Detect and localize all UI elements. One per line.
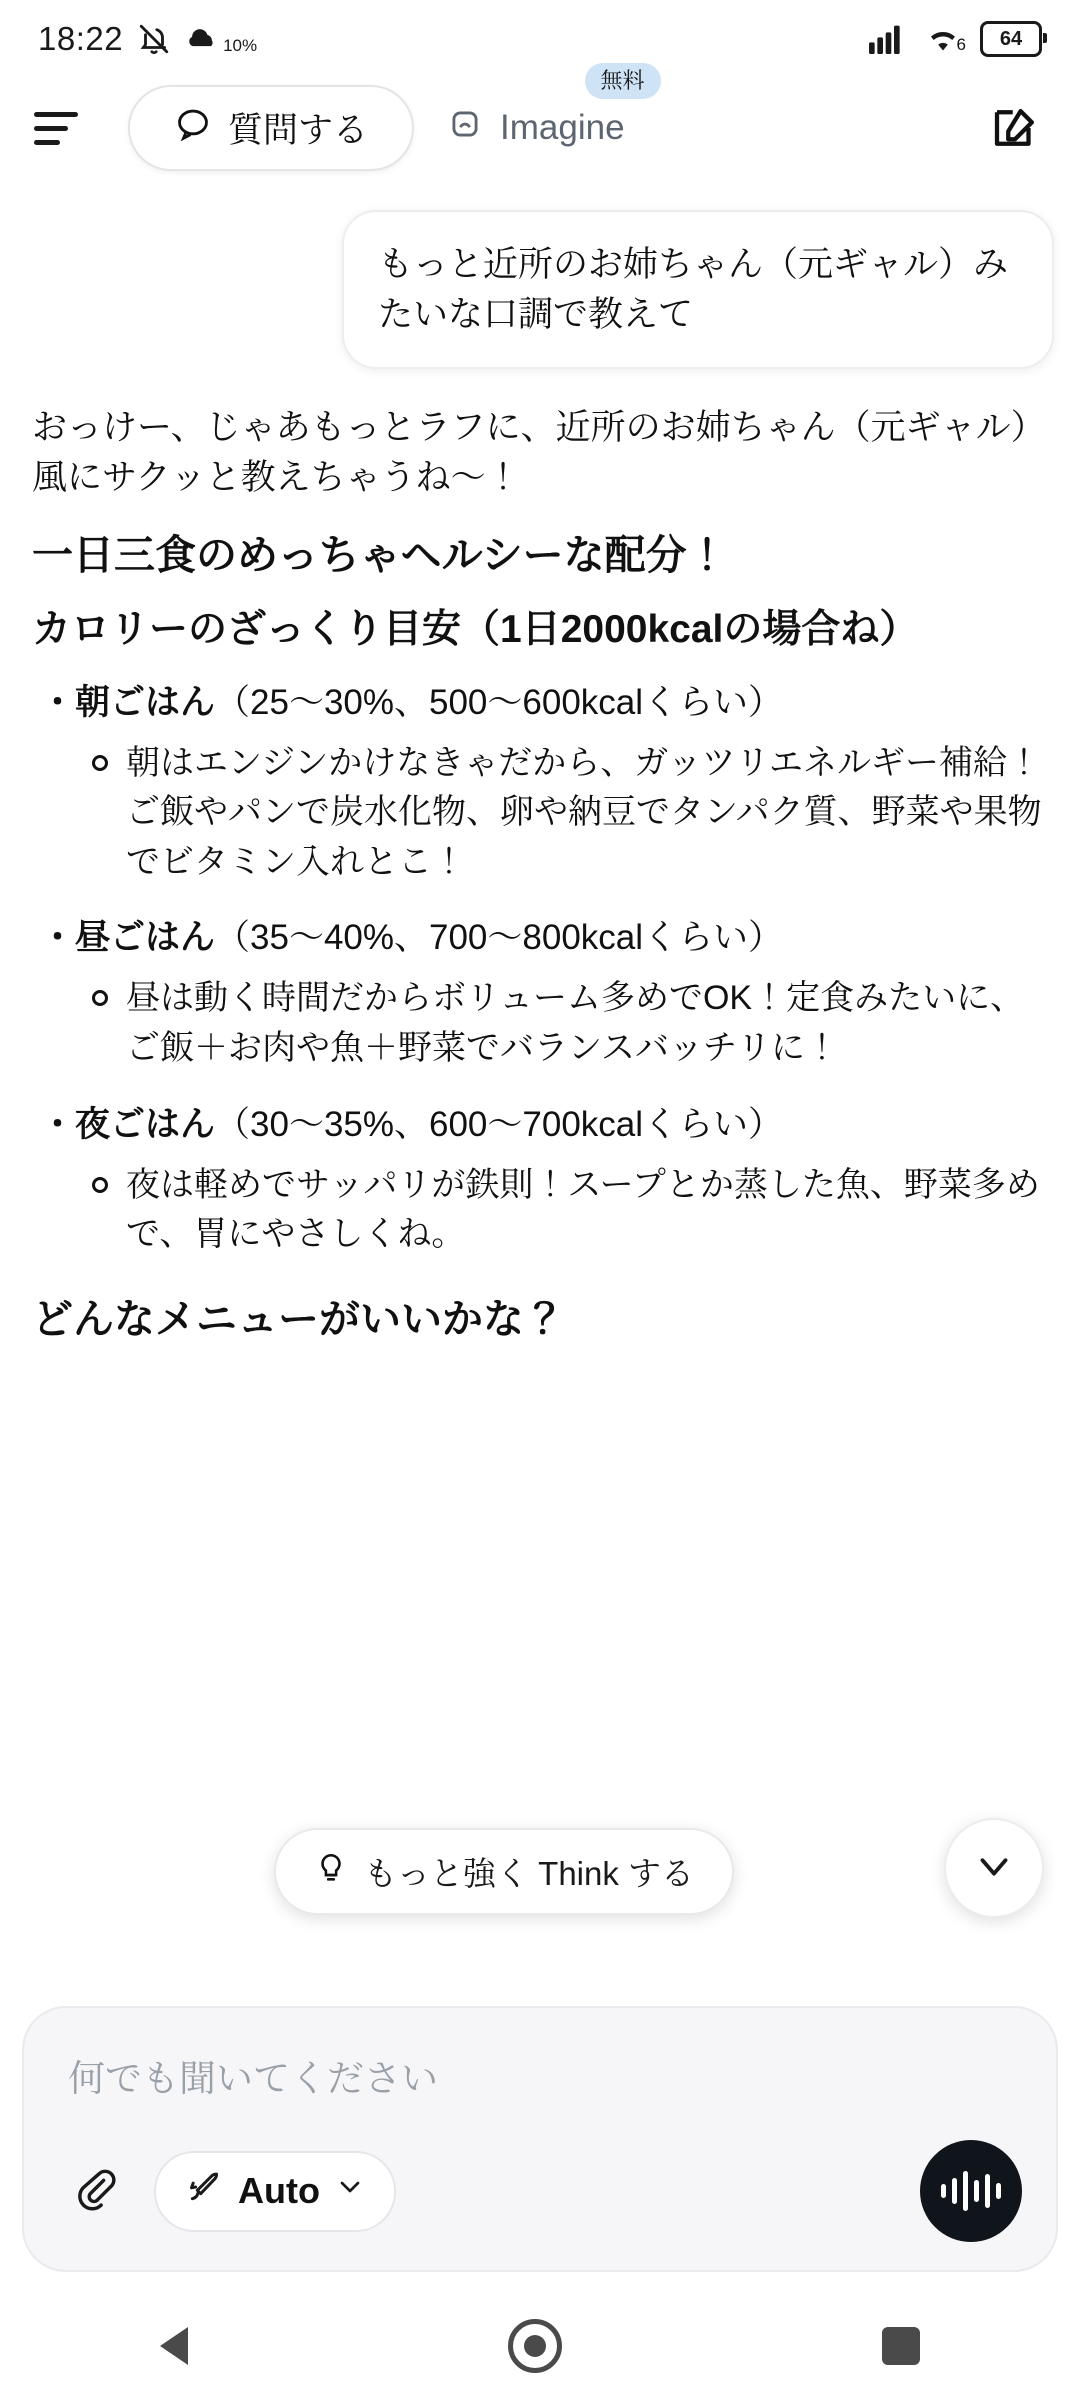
assistant-message <box>26 403 1054 1345</box>
meal-range-breakfast: （25〜30%、500〜600kcalくらい） <box>215 682 784 722</box>
mode-switcher <box>128 67 647 171</box>
list-item <box>32 974 1048 1073</box>
status-bar-right <box>869 21 1042 57</box>
scroll-to-bottom-button[interactable] <box>944 1818 1044 1918</box>
wifi-generation-label: 6 <box>956 35 966 54</box>
rocket-icon <box>184 2167 224 2216</box>
meal-body-lunch: 昼は動く時間だからボリューム多めでOK！定食みたいに、ご飯＋お肉や魚＋野菜でバランスバッチリに！ <box>126 979 1025 1068</box>
bullet-circle-icon <box>92 1177 108 1193</box>
model-label: Auto <box>238 2170 320 2211</box>
paperclip-icon <box>72 2166 118 2217</box>
list-item <box>32 739 1048 888</box>
status-bar-left <box>38 20 257 58</box>
tab-ask[interactable] <box>128 85 414 171</box>
composer-toolbar <box>58 2140 1022 2242</box>
composer <box>22 2006 1058 2272</box>
bullet-circle-icon <box>92 755 108 771</box>
chat-bubble-icon <box>174 105 212 152</box>
model-selector[interactable] <box>154 2151 396 2232</box>
status-time: 18:22 <box>38 20 124 57</box>
meal-range-dinner: （30〜35%、600〜700kcalくらい） <box>215 1104 784 1144</box>
bullet-circle-icon <box>92 990 108 1006</box>
system-navigation-bar <box>0 2292 1080 2400</box>
tab-imagine[interactable] <box>424 67 647 168</box>
menu-icon[interactable] <box>34 98 94 158</box>
tab-imagine-label: Imagine <box>500 108 625 147</box>
meal-title-dinner: ・夜ごはん <box>40 1104 216 1144</box>
signal-icon <box>869 24 909 54</box>
chevron-down-icon <box>971 1843 1017 1894</box>
user-message-bubble[interactable]: もっと近所のお姉ちゃん（元ギャル）みたいな口調で教えて <box>342 210 1054 369</box>
battery-level-label: 64 <box>999 27 1023 50</box>
notification-off-icon <box>137 22 171 56</box>
voice-waveform-icon <box>941 2169 1001 2213</box>
lightbulb-icon <box>314 1851 348 1893</box>
battery-indicator <box>980 21 1042 57</box>
message-input[interactable]: 何でも聞いてください <box>68 2058 438 2099</box>
meal-range-lunch: （35〜40%、700〜800kcalくらい） <box>215 918 784 958</box>
voice-input-button[interactable] <box>920 2140 1022 2242</box>
cloud-download-icon <box>185 22 219 56</box>
compose-icon[interactable] <box>984 97 1046 159</box>
wifi-icon <box>923 23 966 55</box>
free-badge: 無料 <box>585 63 661 99</box>
assistant-trailing-heading: どんなメニューがいいかな？ <box>32 1295 565 1342</box>
user-message-row <box>26 210 1054 369</box>
list-item <box>32 1161 1048 1260</box>
attach-button[interactable] <box>58 2154 132 2228</box>
tab-ask-label: 質問する <box>228 111 369 150</box>
status-bar <box>0 0 1080 78</box>
list-item-title <box>32 913 1048 962</box>
assistant-heading-main: 一日三食のめっちゃヘルシーな配分！ <box>32 531 728 578</box>
home-button[interactable] <box>508 2319 562 2373</box>
think-harder-button[interactable] <box>274 1828 734 1915</box>
think-harder-label: もっと強く Think する <box>364 1855 695 1892</box>
app-bar <box>0 67 1080 178</box>
chevron-down-icon <box>334 2170 366 2212</box>
assistant-intro: おっけー、じゃあもっとラフに、近所のお姉ちゃん（元ギャル）風にサクッと教えちゃうね〜！ <box>32 408 1046 498</box>
conversation <box>0 210 1080 1345</box>
assistant-heading-sub: カロリーのざっくり目安（1日2000kcalの場合ね） <box>32 608 919 652</box>
recents-button[interactable] <box>882 2327 920 2365</box>
list-item-title <box>32 678 1048 727</box>
meal-body-dinner: 夜は軽めでサッパリが鉄則！スープとか蒸した魚、野菜多めで、胃にやさしくね。 <box>126 1165 1040 1254</box>
imagine-icon <box>446 105 484 152</box>
meal-title-breakfast: ・朝ごはん <box>40 682 216 722</box>
download-percent: 10% <box>223 36 258 55</box>
list-item-title <box>32 1100 1048 1149</box>
back-button[interactable] <box>160 2327 188 2365</box>
meal-body-breakfast: 朝はエンジンかけなきゃだから、ガッツリエネルギー補給！ご飯やパンで炭水化物、卵や納豆でタンパク質、野菜や果物でビタミン入れとこ！ <box>126 743 1042 881</box>
meal-title-lunch: ・昼ごはん <box>40 918 216 958</box>
